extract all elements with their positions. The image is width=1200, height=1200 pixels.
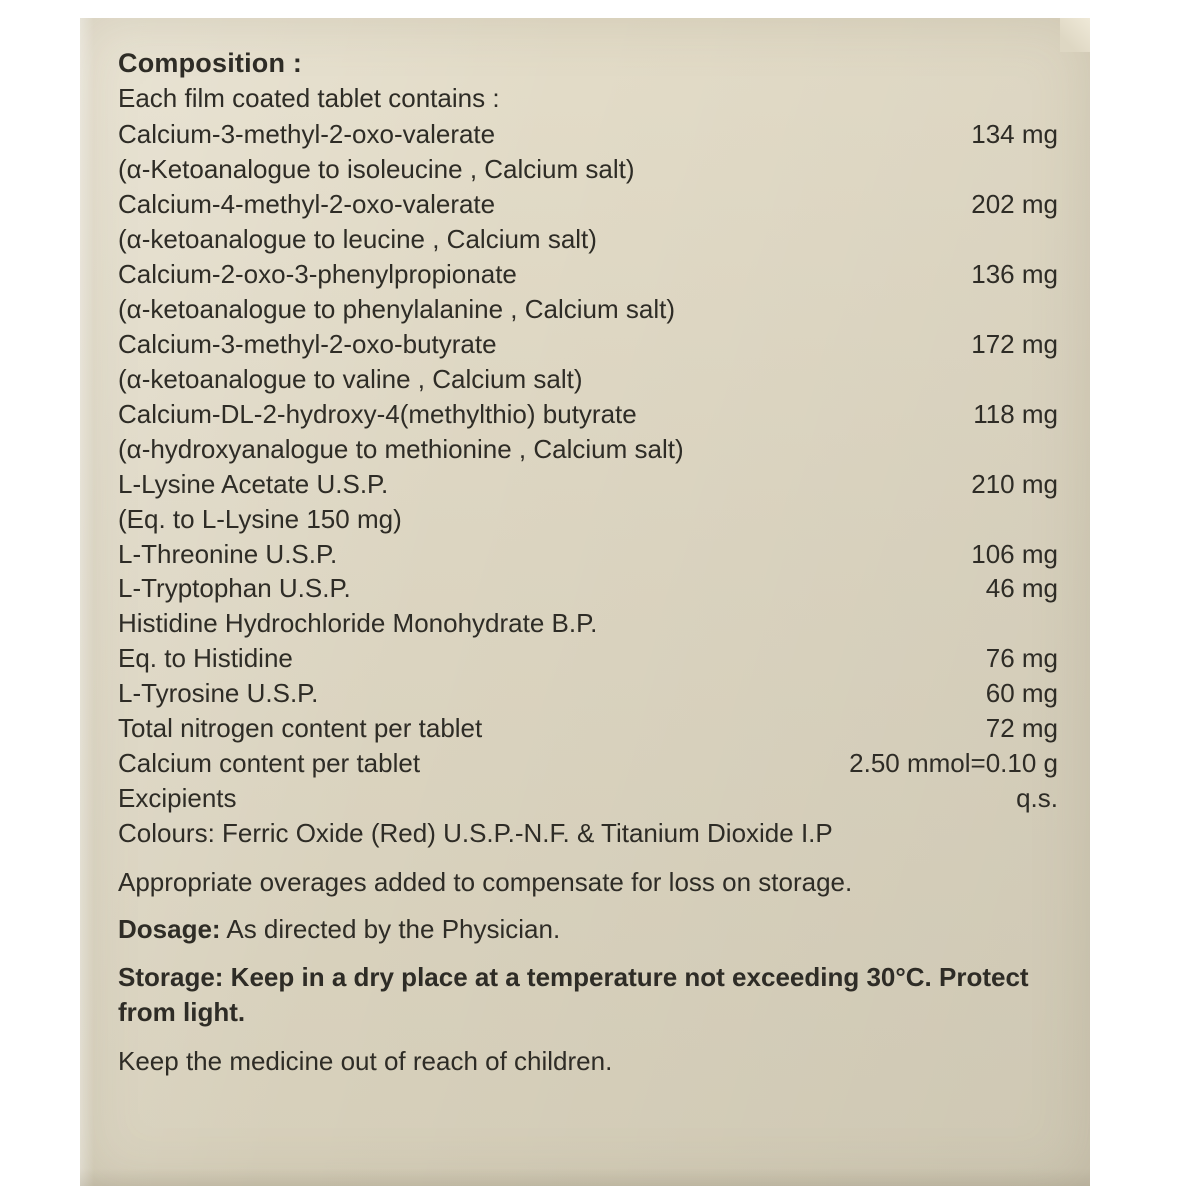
table-row (118, 327, 1058, 362)
ingredient-name: Calcium content per tablet (118, 748, 421, 779)
dosage-text: As directed by the Physician. (220, 913, 561, 944)
table-row (118, 117, 1058, 152)
composition-table (118, 117, 1058, 851)
composition-heading: Composition : (118, 48, 303, 78)
table-row (118, 397, 1058, 432)
ingredient-amount (818, 606, 1058, 641)
ingredient-name: Calcium-3-methyl-2-oxo-valerate (118, 118, 496, 149)
ingredient-amount: 134 mg (971, 118, 1058, 149)
table-row (118, 187, 1058, 222)
ingredient-amount: 46 mg (985, 573, 1058, 604)
ingredient-amount-spacer (818, 152, 1058, 187)
ingredient-name: Calcium-4-methyl-2-oxo-valerate (118, 188, 496, 219)
ingredient-subname: (α-ketoanalogue to valine , Calcium salt) (118, 363, 583, 394)
panel-bottom-shadow (80, 1168, 1090, 1186)
ingredient-subname: (α-ketoanalogue to phenylalanine , Calcium salt) (118, 293, 676, 324)
table-row (118, 606, 1058, 641)
table-row (118, 816, 1058, 851)
table-row (118, 467, 1058, 502)
table-row (118, 362, 1058, 397)
ingredient-name: Excipients (118, 783, 237, 814)
ingredient-subname: (α-ketoanalogue to leucine , Calcium salt) (118, 223, 597, 254)
ingredient-amount: 136 mg (971, 258, 1058, 289)
ingredient-subname: (α-Ketoanalogue to isoleucine , Calcium salt) (118, 153, 635, 184)
children-warning: Keep the medicine out of reach of children. (118, 1045, 613, 1076)
ingredient-amount: 118 mg (973, 398, 1058, 429)
ingredient-amount-spacer (818, 502, 1058, 537)
ingredient-name: Total nitrogen content per tablet (118, 713, 483, 744)
table-row (118, 222, 1058, 257)
ingredient-amount: 172 mg (971, 328, 1058, 359)
table-row (118, 257, 1058, 292)
ingredient-amount: 210 mg (971, 468, 1058, 499)
ingredient-amount: 2.50 mmol=0.10 g (849, 748, 1058, 779)
ingredient-amount-spacer (818, 292, 1058, 327)
ingredient-name: L-Threonine U.S.P. (118, 538, 338, 569)
ingredient-name: L-Tryptophan U.S.P. (118, 573, 351, 604)
ingredient-name: L-Tyrosine U.S.P. (118, 678, 319, 709)
carton-panel (80, 18, 1090, 1186)
ingredient-amount: q.s. (1016, 783, 1058, 814)
table-row (118, 152, 1058, 187)
table-row (118, 292, 1058, 327)
ingredient-name: Calcium-3-methyl-2-oxo-butyrate (118, 328, 497, 359)
ingredient-amount-spacer (818, 432, 1058, 467)
label-content (118, 46, 1058, 1078)
ingredient-subname: (α-hydroxyanalogue to methionine , Calcium salt) (118, 433, 684, 464)
ingredient-amount-spacer (818, 222, 1058, 257)
table-row (118, 502, 1058, 537)
ingredient-amount: 106 mg (971, 538, 1058, 569)
ingredient-subname: (Eq. to L-Lysine 150 mg) (118, 503, 402, 534)
table-row (118, 537, 1058, 572)
table-row (118, 746, 1058, 781)
table-row (118, 432, 1058, 467)
ingredient-name: L-Lysine Acetate U.S.P. (118, 468, 389, 499)
ingredient-amount: 202 mg (971, 188, 1058, 219)
colours-line: Colours: Ferric Oxide (Red) U.S.P.-N.F. & Titanium Dioxide I.P (118, 818, 833, 849)
ingredient-amount-spacer (818, 362, 1058, 397)
ingredient-amount: 60 mg (985, 678, 1058, 709)
ingredient-name: Calcium-2-oxo-3-phenylpropionate (118, 258, 517, 289)
panel-left-edge-highlight (80, 18, 94, 1186)
table-row (118, 641, 1058, 676)
table-row (118, 711, 1058, 746)
ingredient-name: Eq. to Histidine (118, 643, 293, 674)
overages-note: Appropriate overages added to compensate for loss on storage. (118, 867, 853, 898)
storage-note: Storage: Keep in a dry place at a temperature not exceeding 30°C. Protect from light. (118, 962, 1029, 1027)
composition-subheading: Each film coated tablet contains : (118, 83, 500, 114)
table-row (118, 781, 1058, 816)
ingredient-name: Histidine Hydrochloride Monohydrate B.P. (118, 608, 598, 639)
panel-corner-fold (1060, 18, 1090, 52)
ingredient-amount: 76 mg (985, 643, 1058, 674)
table-row (118, 571, 1058, 606)
ingredient-name: Calcium-DL-2-hydroxy-4(methylthio) butyrate (118, 398, 637, 429)
table-row (118, 676, 1058, 711)
dosage-label: Dosage: (118, 913, 221, 944)
ingredient-amount: 72 mg (985, 713, 1058, 744)
dosage-line (118, 912, 1058, 947)
